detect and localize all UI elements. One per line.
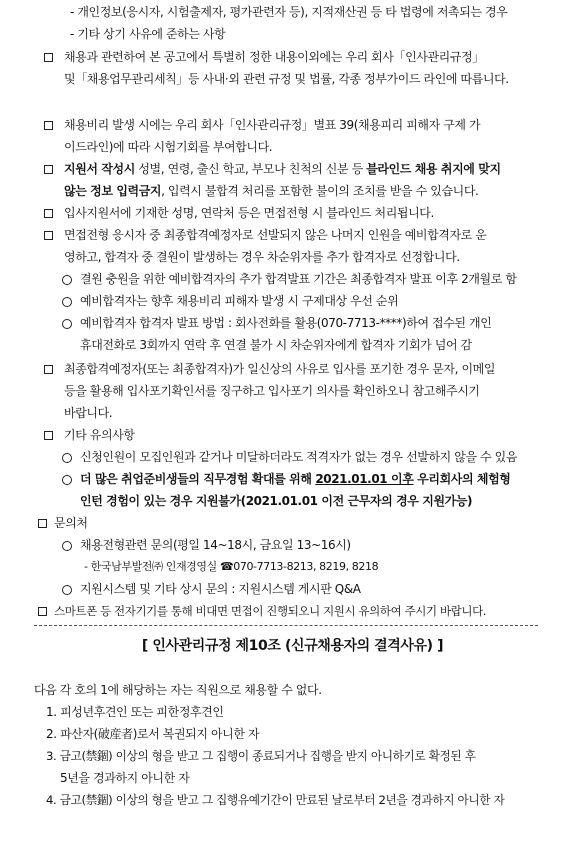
bold-text: 우리회사의 체험형 [413,472,511,486]
circle-bullet-icon [62,585,72,595]
text-span: - 한국남부발전㈜ 인재경영실 [84,560,220,573]
text-line: 신청인원이 모집인원과 같거나 미달하더라도 적격자가 없는 경우 선발하지 않을 수 있음 [80,450,518,464]
list-item: 3. 금고(禁錮) 이상의 형을 받고 그 집행이 종료되거나 집행을 받지 아니하기로 확정된 후 [46,749,476,763]
dashed-divider [34,625,538,626]
circle-bullet-icon [62,453,72,463]
bold-text: 않는 정보 입력금지 [64,184,162,198]
circle-bullet-icon [62,297,72,307]
text-span: , 입력시 불합격 처리를 포함한 불이의 조치를 받을 수 있습니다. [161,184,479,198]
bold-text: 블라인드 채용 취지에 맞지 [366,162,501,176]
square-bullet-icon [44,121,53,130]
square-bullet-icon [44,231,53,240]
list-item: 4. 금고(禁錮) 이상의 형을 받고 그 집행유예기간이 만료된 날로부터 2년을 경과하지 아니한 자 [46,793,505,807]
square-bullet-icon [44,165,53,174]
circle-bullet-icon [62,275,72,285]
text-line: 결원 충원을 위한 예비합격자의 추가 합격발표 기간은 최종합격자 발표 이후 2개월로 함 [80,272,517,286]
text-line: 5년을 경과하지 아니한 자 [60,771,190,785]
text-line: 휴대전화로 3회까지 연락 후 연결 불가 시 차순위자에게 합격자 기회가 넘어 감 [80,338,472,352]
square-bullet-icon [44,365,53,374]
bold-text: 더 많은 취업준비생들의 직무경험 확대를 위해 [80,472,316,486]
underlined-text: 2021.01.01 이후 [315,472,414,486]
text-line: 채용비리 발생 시에는 우리 회사「인사관리규정」별표 39(채용피리 피해자 구제 가 [64,118,481,132]
text-line [80,470,511,488]
text-line: 채용전형관련 문의(평일 14~18시, 금요일 13~16시) [80,538,351,552]
text-line: 예비합격자는 향후 채용비리 피해자 발생 시 구제대상 우선 순위 [80,294,399,308]
text-span: 070-7713-8213, 8219, 8218 [233,560,379,573]
text-line: 인턴 경험이 있는 경우 지원불가(2021.01.01 이전 근무자의 경우 지원가능) [80,494,473,508]
text-line: 예비합격자 합격자 발표 방법 : 회사전화를 활용(070-7713-****)하여 접수된 개인 [80,316,492,330]
text-line: 기타 유의사항 [64,428,135,442]
text-line: 지원시스템 및 기타 상시 문의 : 지원시스템 게시판 Q&A [80,582,361,596]
text-line: 및「채용업무관리세칙」등 사내·외 관련 규정 및 법률, 각종 정부가이드 라인에 따릅니다. [64,72,509,86]
square-bullet-icon [44,53,53,62]
section-heading: [ 인사관리규정 제10조 (신규채용자의 결격사유) ] [141,638,444,654]
circle-bullet-icon [62,541,72,551]
text-line [64,160,501,178]
square-bullet-icon [44,431,53,440]
text-line: 최종합격예정자(또는 최종합격자)가 일신상의 사유로 입사를 포기한 경우 문자, 이메일 [64,362,496,376]
text-line: - 기타 상기 사유에 준하는 사항 [70,27,226,41]
text-line: 바랍니다. [64,406,113,420]
text-span: 성별, 연령, 출신 학교, 부모나 친척의 신분 등 [134,162,367,176]
text-line: 문의처 [54,516,88,530]
text-line: 등을 활용해 입사포기확인서를 징구하고 입사포기 의사를 확인하오니 참고해주시기 [64,384,480,398]
phone-icon: ☎ [219,560,234,573]
text-line: 다음 각 호의 1에 해당하는 자는 직원으로 채용할 수 없다. [34,683,322,697]
text-line [64,182,478,200]
circle-bullet-icon [62,475,72,485]
square-bullet-icon [38,519,47,528]
circle-bullet-icon [62,319,72,329]
text-line: 채용과 관련하여 본 공고에서 특별히 정한 내용이외에는 우리 회사「인사관리규정」 [64,50,484,64]
text-line: - 개인정보(응시자, 시험출제자, 평가관련자 등), 지적재산권 등 타 법령에 저촉되는 경우 [70,5,508,19]
text-line: 입사지원서에 기재한 성명, 연락처 등은 면접전형 시 블라인드 처리됩니다. [64,206,434,220]
list-item: 1. 피성년후견인 또는 피한정후견인 [46,705,224,719]
list-item: 2. 파산자(破産者)로서 복권되지 아니한 자 [46,727,260,741]
text-line: 면접전형 응시자 중 최종합격예정자로 선발되지 않은 나머지 인원을 예비합격자로 운 [64,228,487,242]
text-line: 영하고, 합격자 중 결원이 발생하는 경우 차순위자를 추가 합격자로 선정합니다. [64,250,460,264]
text-line [84,558,378,576]
bold-text: 지원서 작성시 [64,162,135,176]
square-bullet-icon [44,209,53,218]
text-line: 스마트폰 등 전자기기를 통해 비대면 면접이 진행되오니 지원시 유의하여 주시기 바랍니다. [54,604,487,618]
square-bullet-icon [38,607,47,616]
text-line: 이드라인)에 따라 시험기회를 부여합니다. [64,140,273,154]
